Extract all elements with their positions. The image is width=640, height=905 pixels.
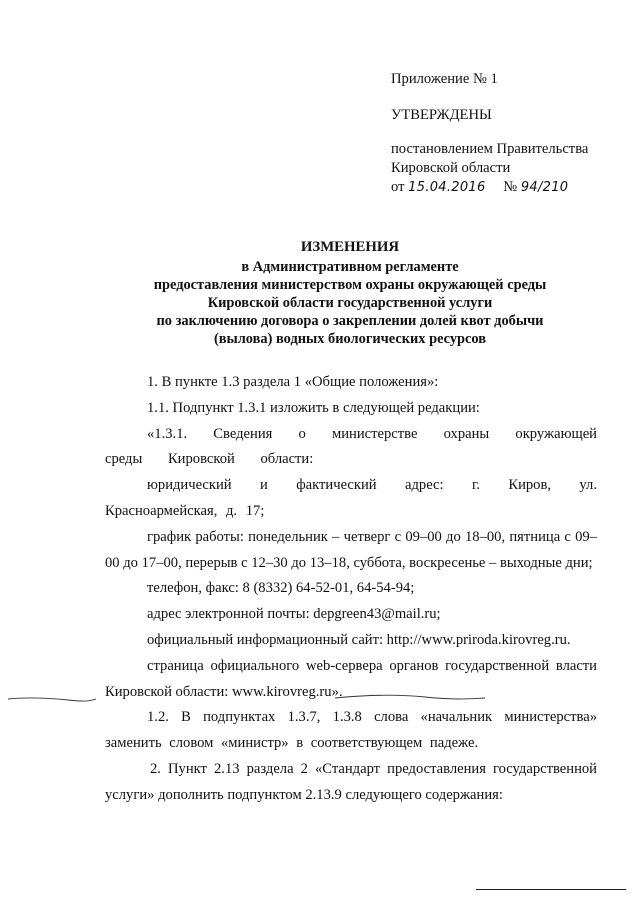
- paragraph: адрес электронной почты: depgreen43@mail.ru;: [147, 606, 441, 623]
- paragraph: официальный информационный сайт: http://www.priroda.kirovreg.ru.: [147, 631, 571, 648]
- paragraph: страница официального web-сервера органов государственной власти Кировской области: www.kirovreg.ru».: [105, 657, 597, 700]
- appendix-label: Приложение № 1: [391, 71, 498, 87]
- number-prefix: №: [503, 179, 518, 195]
- handwritten-date: 15.04.2016: [408, 180, 486, 195]
- paragraph: телефон, факс: 8 (8332) 64-52-01, 64-54-94;: [147, 580, 415, 597]
- date-prefix: от: [391, 179, 405, 195]
- pen-stroke-mark: [8, 696, 96, 702]
- paragraph: 1.2. В подпунктах 1.3.7, 1.3.8 слова «начальник министерства» заменить словом «министр» в соответствующем падеже.: [105, 709, 597, 752]
- pen-stroke-mark: [335, 692, 485, 702]
- paragraph: график работы: понедельник – четверг с 09–00 до 18–00, пятница с 09–00 до 17–00, перерыв с 12–30 до 13–18, суббота, воскресенье – выходные дни;: [105, 528, 597, 571]
- handwritten-number: 94/210: [520, 180, 569, 195]
- approved-label: УТВЕРЖДЕНЫ: [391, 107, 492, 123]
- document-body: [105, 370, 597, 809]
- paragraph: 2. Пункт 2.13 раздела 2 «Стандарт предоставления государственной услуги» дополнить подпунктом 2.13.9 следующего содержания:: [105, 760, 597, 803]
- decree-line-2: Кировской области: [391, 160, 511, 176]
- approval-block: [391, 70, 621, 197]
- title-line: в Административном регламенте: [241, 259, 459, 275]
- decree-line-1: постановлением Правительства: [391, 141, 589, 157]
- paragraph: юридический и фактический адрес: г. Киров, ул. Красноармейская, д. 17;: [105, 477, 597, 519]
- document-title: [100, 238, 600, 348]
- title-line: предоставления министерством охраны окружающей среды: [153, 277, 547, 293]
- paragraph: 1.1. Подпункт 1.3.1 изложить в следующей редакции:: [147, 399, 480, 416]
- paragraph: 1. В пункте 1.3 раздела 1 «Общие положения»:: [147, 374, 439, 390]
- title-main: ИЗМЕНЕНИЯ: [300, 239, 400, 255]
- paragraph: «1.3.1. Сведения о министерстве охраны окружающей среды Кировской области:: [105, 425, 597, 468]
- decree-date-line: [391, 178, 621, 197]
- bottom-rule: [476, 889, 626, 890]
- title-line: Кировской области государственной услуги: [207, 295, 493, 311]
- title-line: по заключению договора о закреплении долей квот добычи: [156, 313, 544, 329]
- title-line: (вылова) водных биологических ресурсов: [213, 331, 487, 347]
